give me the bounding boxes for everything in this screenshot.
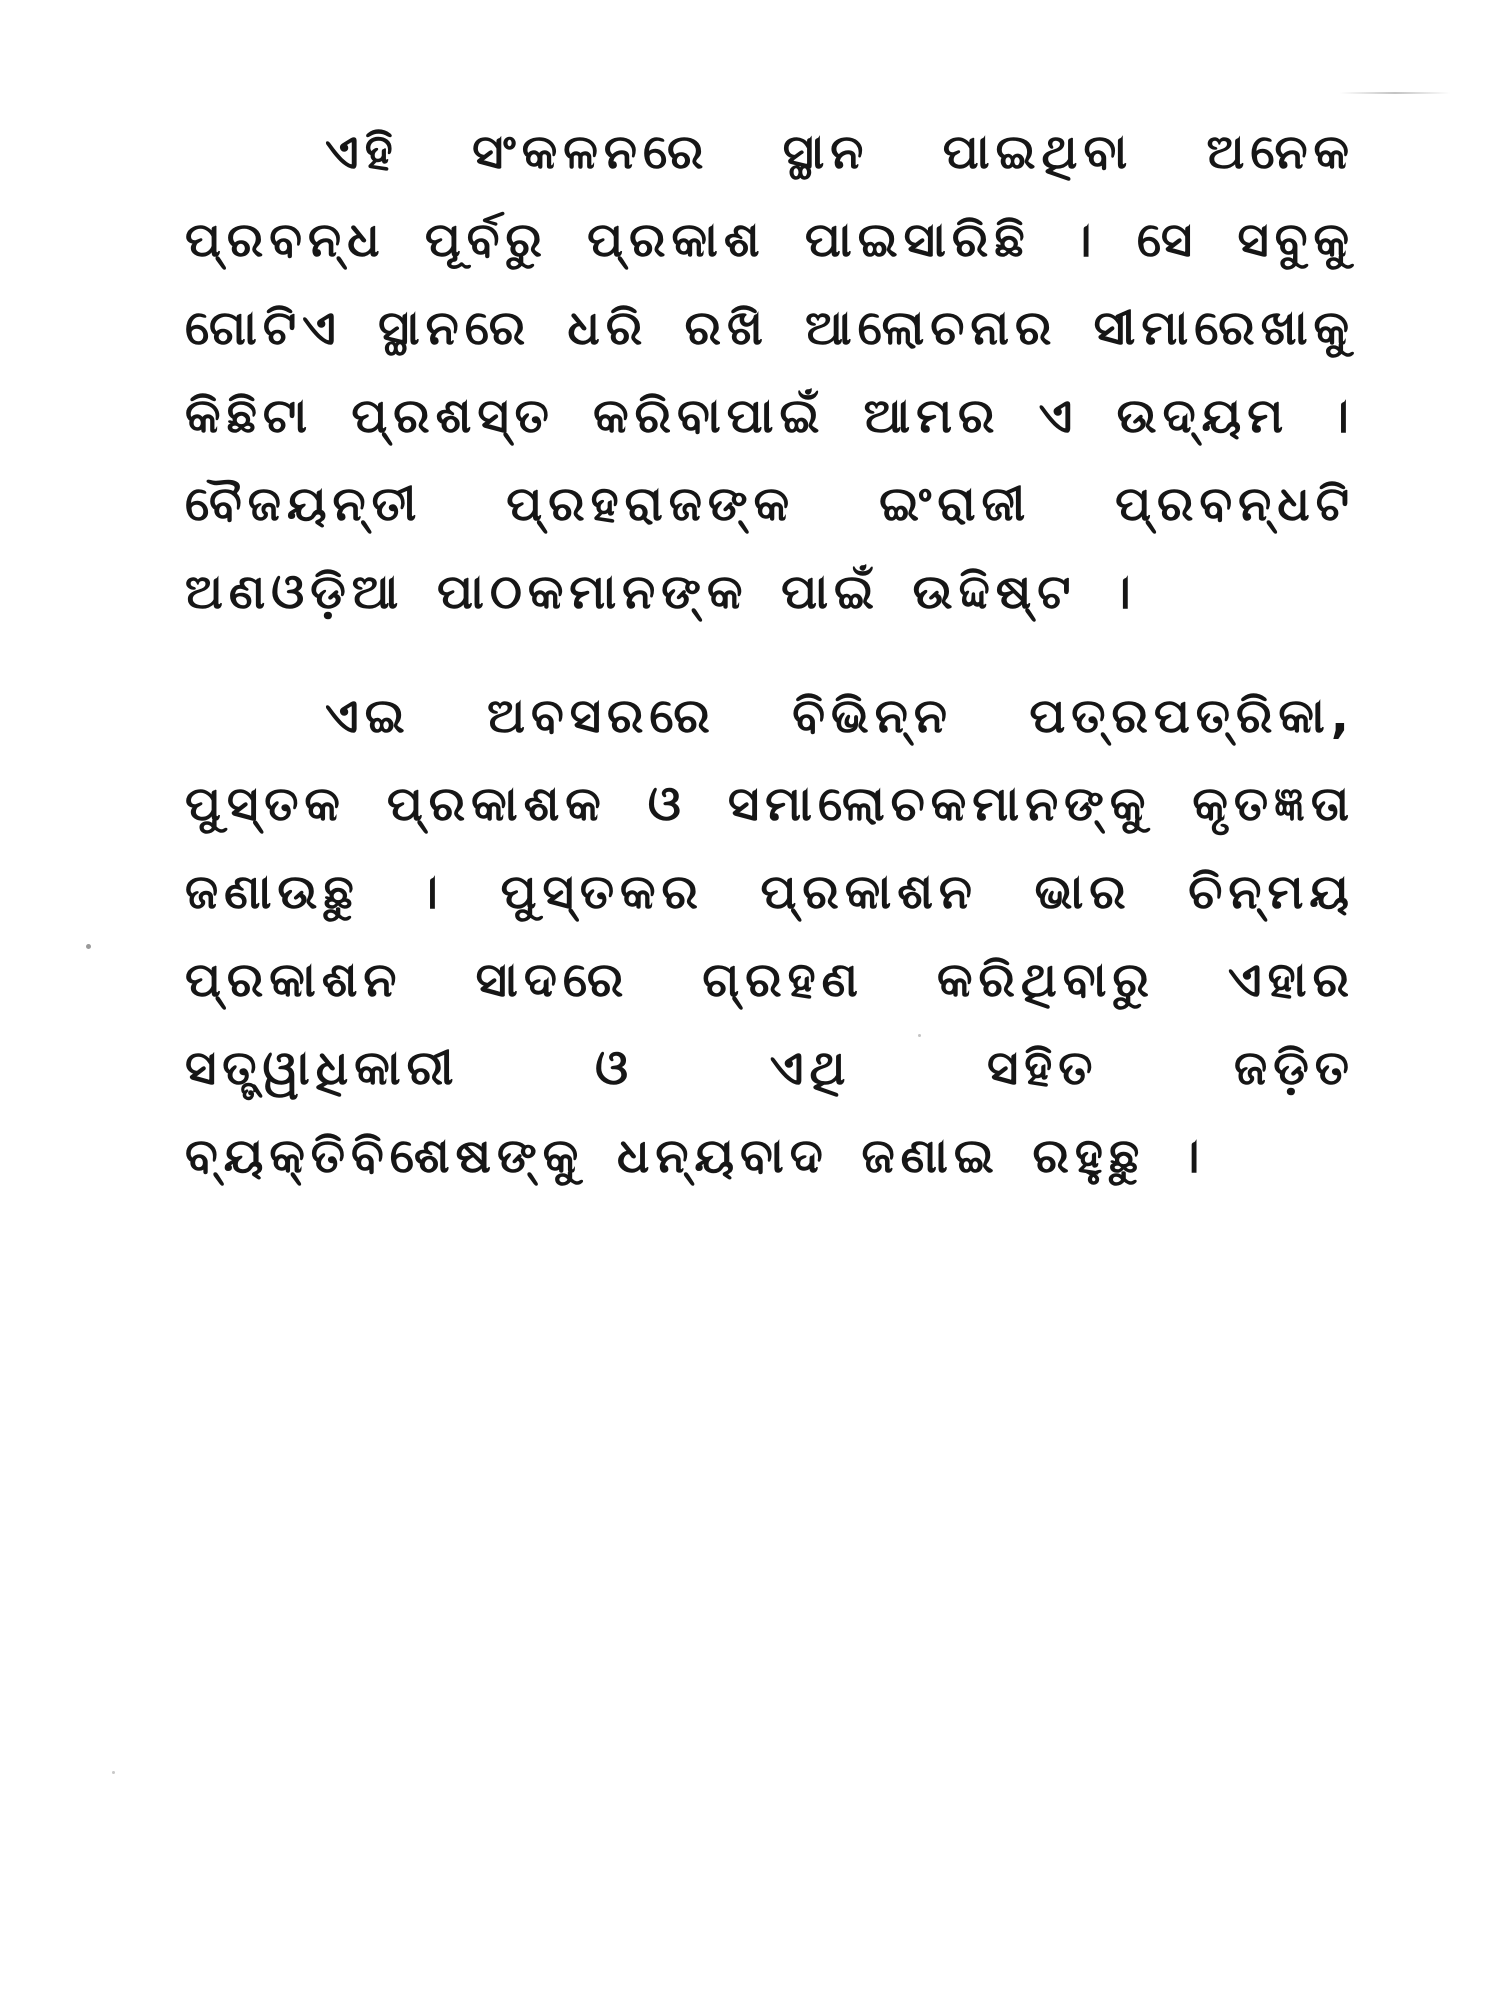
scan-artifact-line xyxy=(1340,92,1450,94)
paragraph: ଏହି ସଂକଳନରେ ସ୍ଥାନ ପାଇଥିବା ଅନେକ ପ୍ରବନ୍ଧ ପୂର୍ବରୁ ପ୍ରକାଶ ପାଇସାରିଛି । ସେ ସବୁକୁ ଗୋଟିଏ ସ୍ଥାନରେ ଧରି ରଖି ଆଲୋଚନାର ସୀମାରେଖାକୁ କିଛିଟା ପ୍ରଶସ୍ତ କରିବାପାଇଁ ଆମର ଏ ଉଦ୍ୟମ । ବୈଜୟନ୍ତୀ ପ୍ରହରାଜଙ୍କ ଇଂରାଜୀ ପ୍ରବନ୍ଧଟି ଅଣଓଡ଼ିଆ ପାଠକମାନଙ୍କ ପାଇଁ ଉଦ୍ଦିଷ୍ଟ । xyxy=(185,124,1355,620)
scan-speck xyxy=(112,1771,115,1774)
document-body xyxy=(185,108,1355,1200)
scan-speck xyxy=(86,944,91,949)
paragraph: ଏଇ ଅବସରରେ ବିଭିନ୍ନ ପତ୍ରପତ୍ରିକା, ପୁସ୍ତକ ପ୍ରକାଶକ ଓ ସମାଲୋଚକମାନଙ୍କୁ କୃତଜ୍ଞତା ଜଣାଉଛୁ । ପୁସ୍ତକର ପ୍ରକାଶନ ଭାର ଚିନ୍ମୟ ପ୍ରକାଶନ ସାଦରେ ଗ୍ରହଣ କରିଥିବାରୁ ଏହାର ସତ୍ତ୍ୱାଧିକାରୀ ଓ ଏଥି ସହିତ ଜଡ଼ିତ ବ୍ୟକ୍ତିବିଶେଷଙ୍କୁ ଧନ୍ୟବାଦ ଜଣାଇ ରହୁଛୁ । xyxy=(185,688,1355,1184)
scan-speck xyxy=(918,1034,921,1037)
